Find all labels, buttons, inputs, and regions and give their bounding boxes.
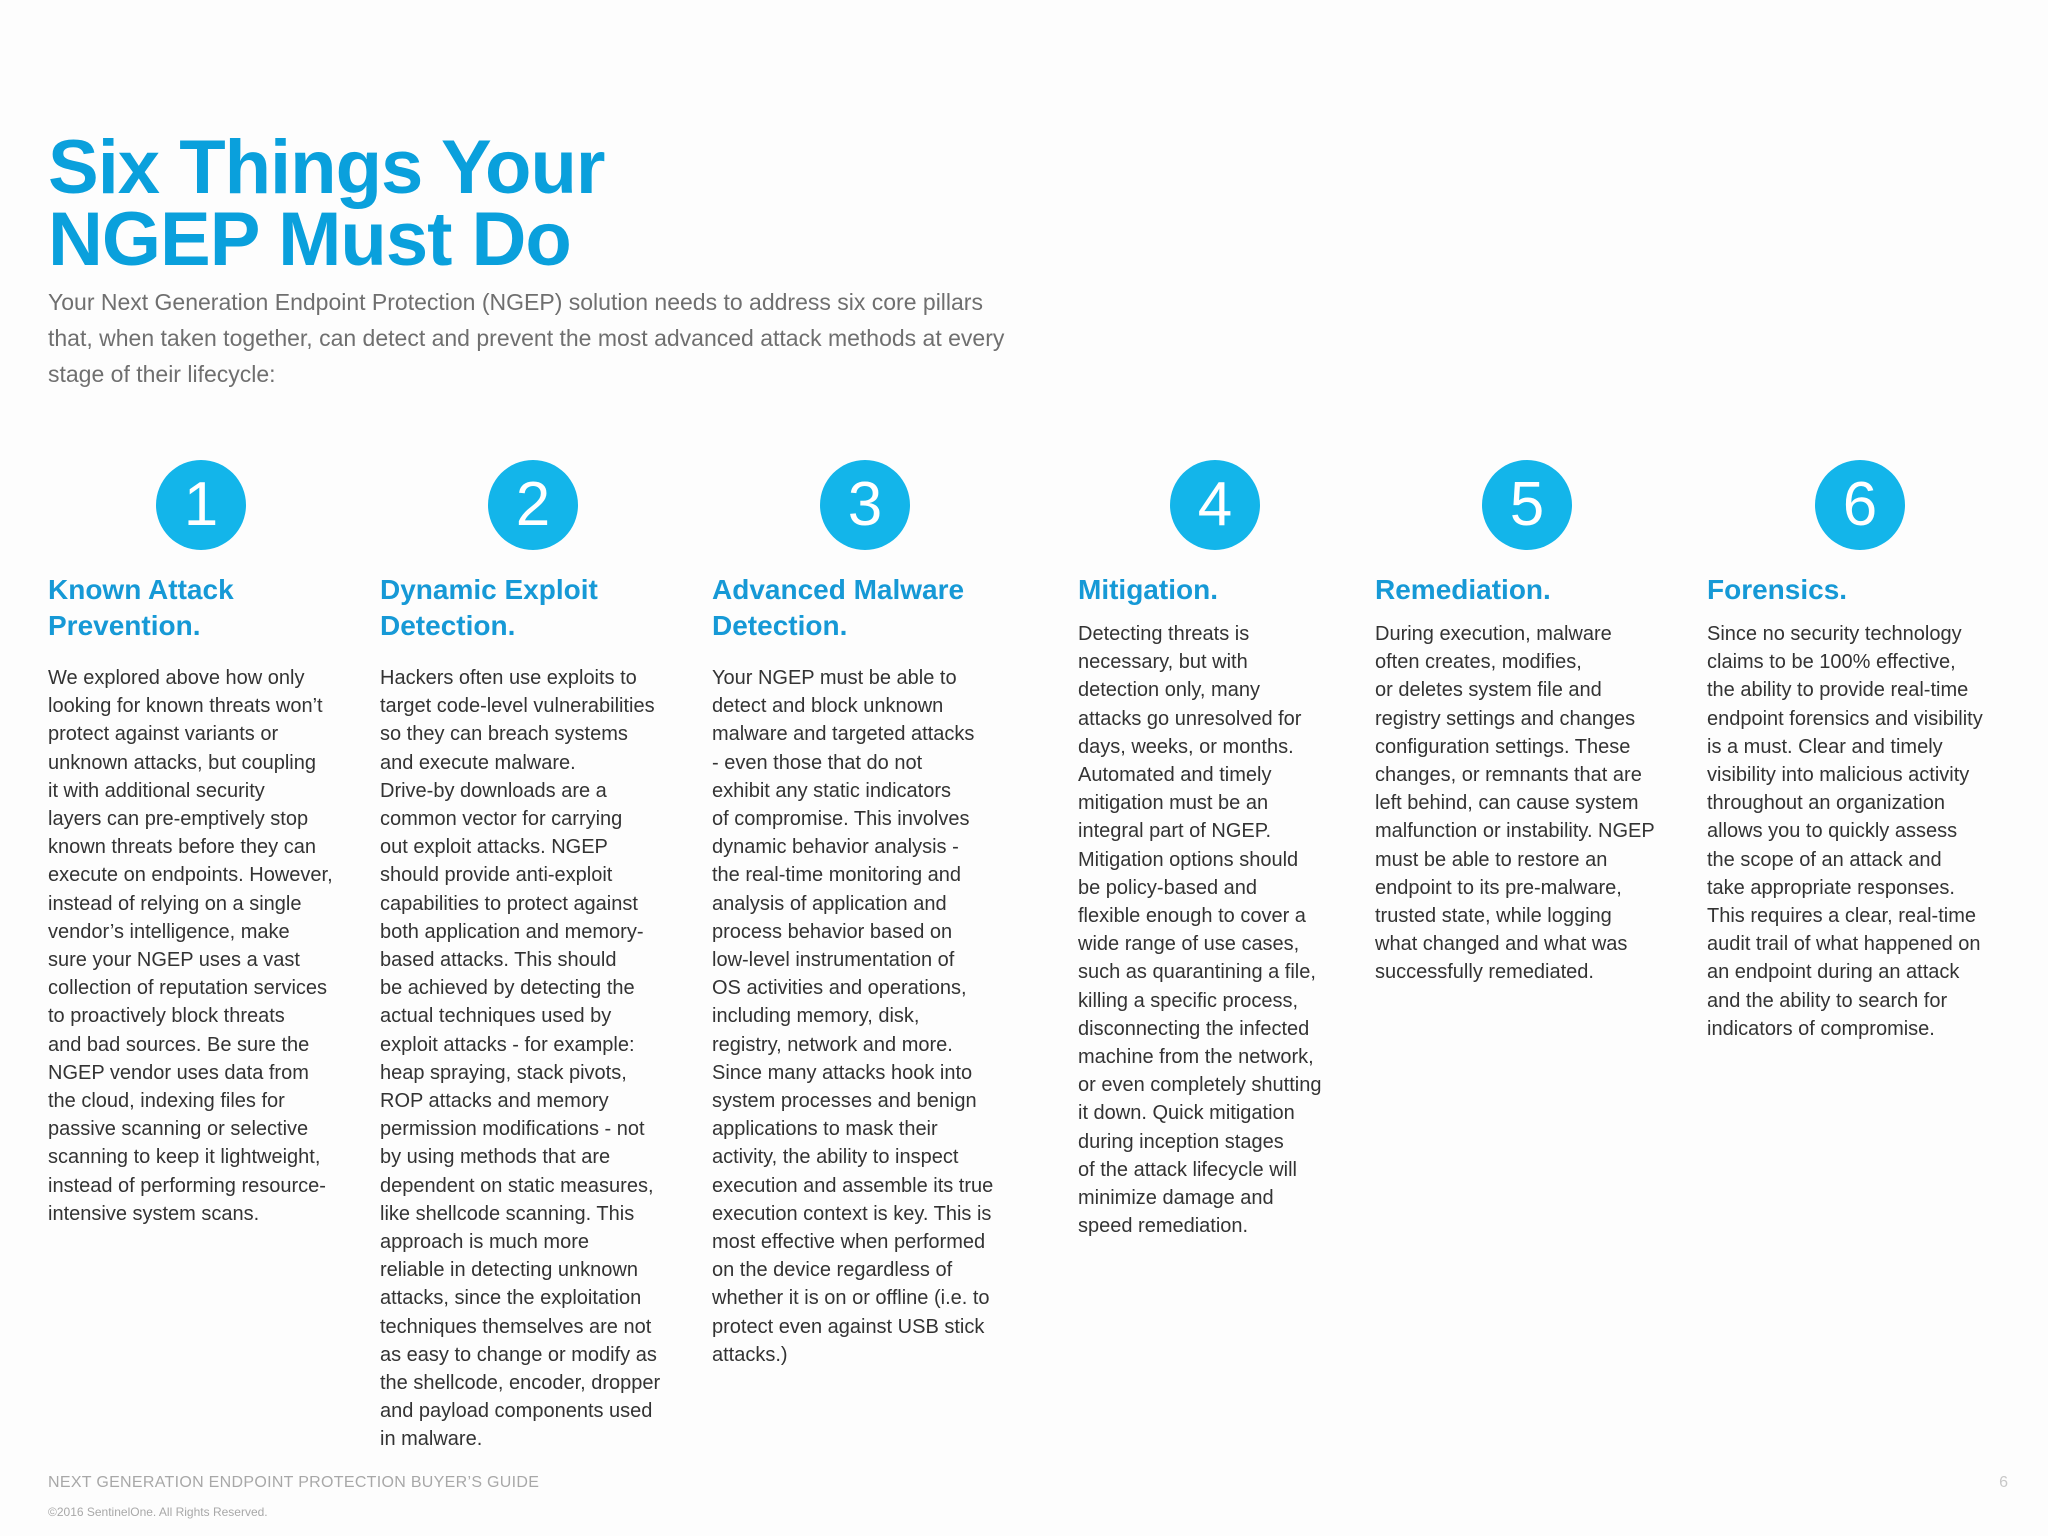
number-badge: 5 [1482, 460, 1572, 550]
number-badge: 3 [820, 460, 910, 550]
pillar-body: We explored above how only looking for known threats won’t protect against variants or unknown attacks, but coupling it with additional security layers can pre-emptively stop known threats before they can execute on endpoints. However, instead of relying on a single vendor’s intelligence, make sure your NGEP uses a vast collection of reputation services to proactively block threats and bad sources. Be sure the NGEP vendor uses data from the cloud, indexing files for passive scanning or selective scanning to keep it lightweight, instead of performing resource- intensive system scans. [48, 667, 333, 1225]
pillar-heading: Remediation. [1375, 574, 1551, 605]
pillar-body-continued: Drive-by downloads are a common vector for carrying out exploit attacks. NGEP should provide anti-exploit capabilities to protect against both application and memory- based attacks. This should be achieved by detecting the actual techniques used by exploit attacks - for example: heap spraying, stack pivots, ROP attacks and memory permission modifications - not by using methods that are dependent on static measures, like shellcode scanning. This approach is much more reliable in detecting unknown attacks, since the exploitation techniques themselves are not as easy to change or modify as the shellcode, encoder, dropper and payload components used in malware. [380, 779, 661, 1451]
intro-paragraph: Your Next Generation Endpoint Protection (NGEP) solution needs to address six core pillars that, when taken together, can detect and prevent the most advanced attack methods at every stage of their lifecycle: [48, 289, 1005, 387]
footer-guide-title: NEXT GENERATION ENDPOINT PROTECTION BUYER’S GUIDE [48, 1474, 540, 1491]
pillar-known-attack-prevention [48, 460, 368, 1228]
pillar-heading: Forensics. [1707, 574, 1848, 605]
pillar-forensics [1707, 460, 2027, 1043]
number-badge: 4 [1170, 460, 1260, 550]
number-badge: 2 [488, 460, 578, 550]
page-number: 6 [1999, 1474, 2008, 1491]
pillar-heading: Mitigation. [1078, 574, 1218, 605]
pillar-body: Since no security technology claims to be 100% effective, the ability to provide real-time endpoint forensics and visibility is a must. Clear and timely visibility into malicious activity throughout an organization allows you to quickly assess the scope of an attack and take appropriate responses. This requires a clear, real-time audit trail of what happened on an endpoint during an attack and the ability to search for indicators of compromise. [1707, 623, 1983, 1040]
page-title [48, 125, 605, 282]
pillar-dynamic-exploit-detection [380, 460, 700, 1454]
number-badge: 6 [1815, 460, 1905, 550]
page-title-line-1: Six Things Your [48, 125, 605, 210]
pillar-advanced-malware-detection [712, 460, 1042, 1369]
pillar-mitigation [1078, 460, 1368, 1240]
page-title-line-2: NGEP Must Do [48, 197, 571, 282]
number-badge: 1 [156, 460, 246, 550]
footer-copyright: ©2016 SentinelOne. All Rights Reserved. [48, 1505, 268, 1519]
pillar-remediation [1375, 460, 1695, 987]
pillar-heading: Dynamic Exploit Detection. [380, 574, 598, 641]
pillar-heading: Known Attack Prevention. [48, 574, 234, 641]
pillar-body: Hackers often use exploits to target code-level vulnerabilities so they can breach systems and execute malware. [380, 667, 655, 774]
pillar-heading: Advanced Malware Detection. [712, 574, 965, 641]
pillar-body: Detecting threats is necessary, but with detection only, many attacks go unresolved for days, weeks, or months. Automated and timely mitigation must be an integral part of NGEP. Mitigation options should be policy-based and flexible enough to cover a wide range of use cases, such as quarantining a file, killing a specific process, disconnecting the infected machine from the network, or even completely shutting it down. Quick mitigation during inception stages of the attack lifecycle will minimize damage and speed remediation. [1078, 623, 1322, 1238]
pillar-body: During execution, malware often creates, modifies, or deletes system file and registry settings and changes configuration settings. These changes, or remnants that are left behind, can cause system malfunction or instability. NGEP must be able to restore an endpoint to its pre-malware, trusted state, while logging what changed and what was successfully remediated. [1375, 623, 1655, 984]
pillar-body: Your NGEP must be able to detect and block unknown malware and targeted attacks - even those that do not exhibit any static indicators of compromise. This involves dynamic behavior analysis - the real-time monitoring and analysis of application and process behavior based on low-level instrumentation of OS activities and operations, including memory, disk, registry, network and more. Since many attacks hook into system processes and benign applications to mask their activity, the ability to inspect execution and assemble its true execution context is key. This is most effective when performed on the device regardless of whether it is on or offline (i.e. to protect even against USB stick attacks.) [712, 667, 994, 1366]
